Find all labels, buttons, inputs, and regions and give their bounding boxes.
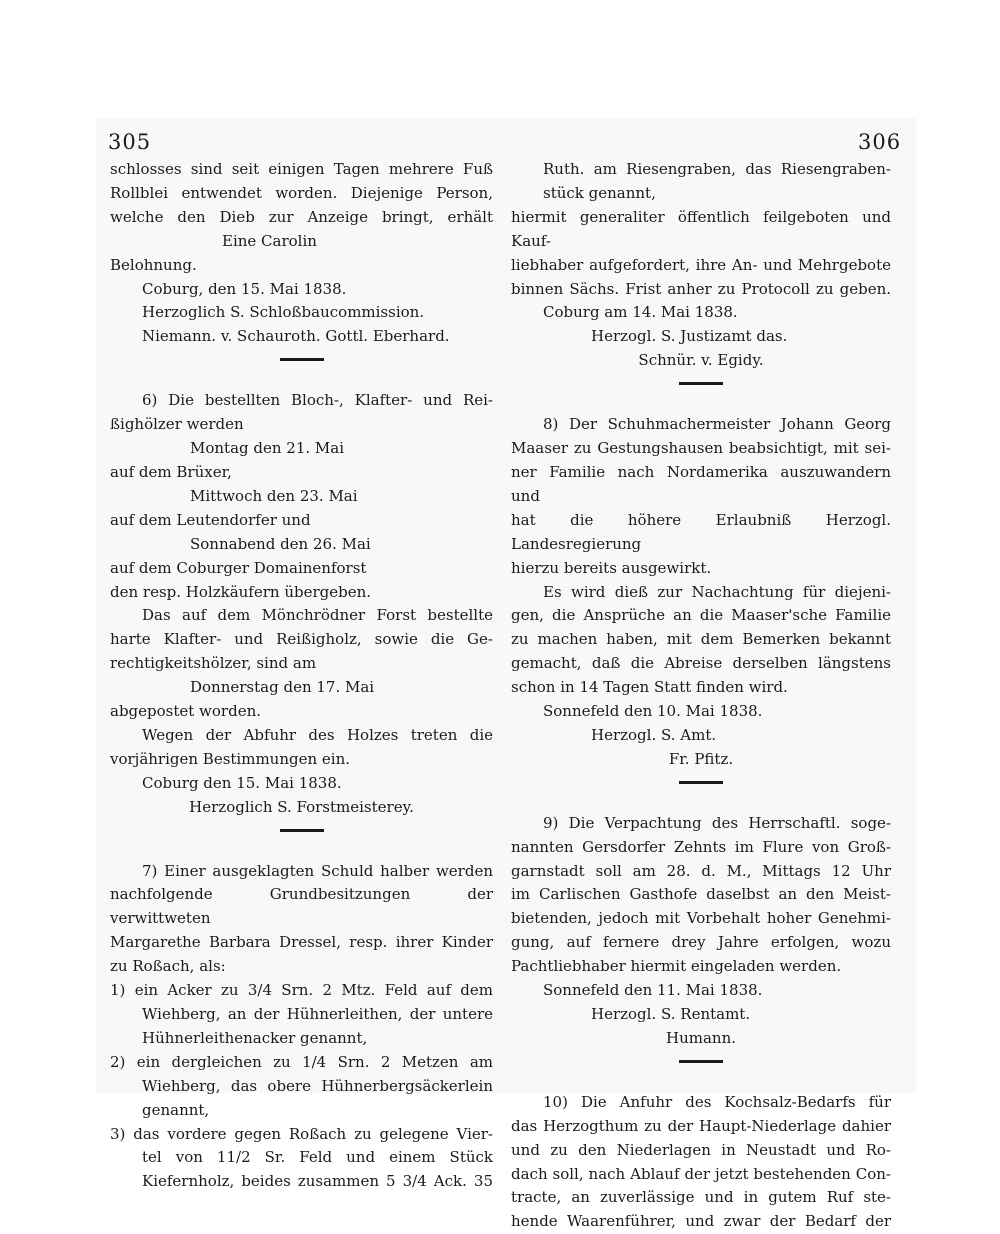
text-line: liebhaber aufgefordert, ihre An- und Mehrgebote <box>511 255 891 274</box>
text-line: Kiefernholz, beides zusammen 5 3/4 Ack. 35 <box>142 1172 493 1191</box>
text-line: Es wird dieß zur Nachachtung für diejeni- <box>543 582 891 601</box>
text-line: auf dem Brüxer, <box>110 462 232 481</box>
text-line: Maaser zu Gestungshausen beabsichtigt, mit sei- <box>511 439 891 458</box>
text-line: 10) Die Anfuhr des Kochsalz-Bedarfs für <box>543 1092 891 1111</box>
text-line: Wiehberg, an der Hühnerleithen, der untere <box>142 1005 493 1023</box>
text-line: Margarethe Barbara Dressel, resp. ihrer Kinder <box>110 933 493 952</box>
text-line: Herzogl. S. Amt. <box>591 725 717 744</box>
left-column <box>110 158 493 1194</box>
text-line: ner Familie nach Nordamerika auszuwandern und <box>511 462 891 505</box>
text-line: bietenden, jedoch mit Vorbehalt hoher Genehmi- <box>511 909 891 928</box>
text-line: Sonnabend den 26. Mai <box>190 534 371 553</box>
text-line: Wegen der Abfuhr des Holzes treten die <box>142 725 493 744</box>
text-line: Herzoglich S. Forstmeisterey. <box>189 797 414 816</box>
text-line: im Carlischen Gasthofe daselbst an den Meist- <box>511 885 891 904</box>
text-line: Sonnefeld den 10. Mai 1838. <box>543 702 763 721</box>
text-line: dach soll, nach Ablauf der jetzt bestehenden Con- <box>511 1164 891 1183</box>
text-line: binnen Sächs. Frist anher zu Protocoll zu geben. <box>511 279 891 298</box>
text-line: auf dem Coburger Domainenforst <box>110 558 367 577</box>
text-line: Humann. <box>666 1028 736 1047</box>
text-line: nachfolgende Grundbesitzungen der verwittweten <box>110 885 493 928</box>
notice-7 <box>110 860 493 1195</box>
text-line: tracte, an zuverlässige und in gutem Ruf ste- <box>511 1188 891 1207</box>
text-line: 1) ein Acker zu 3/4 Srn. 2 Mtz. Feld auf dem <box>110 981 493 1000</box>
text-line: Herzogl. S. Rentamt. <box>591 1005 751 1023</box>
text-line: vorjährigen Bestimmungen ein. <box>110 749 351 768</box>
notice-authority: Herzoglich S. Schloßbaucommission. <box>142 303 425 322</box>
text-line: Schnür. v. Egidy. <box>638 351 764 370</box>
text-line: Pachtliebhaber hiermit eingeladen werden. <box>511 957 842 976</box>
text-line: gemacht, daß die Abreise derselben längstens <box>511 654 891 673</box>
text-line: 8) Der Schuhmachermeister Johann Georg <box>543 415 891 434</box>
text-line: Wiehberg, das obere Hühnerbergsäckerlein <box>142 1076 493 1095</box>
text-line: Das auf dem Mönchrödner Forst bestellte <box>142 606 493 625</box>
text-line: rechtigkeitshölzer, sind am <box>110 654 317 673</box>
text-line: Hühnerleithenacker genannt, <box>142 1028 368 1047</box>
page-number-left: 305 <box>108 130 152 154</box>
text-line: hierzu bereits ausgewirkt. <box>511 558 712 577</box>
text-line: Herzogl. S. Justizamt das. <box>591 327 788 346</box>
text-line: Ruth. am Riesengraben, das Riesengraben- <box>543 160 891 178</box>
text-line: schon in 14 Tagen Statt finden wird. <box>511 678 788 697</box>
text-line: zu Roßach, als: <box>110 957 226 976</box>
text-line: Sonnefeld den 11. Mai 1838. <box>543 981 763 1000</box>
page-number-right: 306 <box>858 130 902 154</box>
text-line: Fr. Pfitz. <box>668 749 734 768</box>
text-line: hiermit generaliter öffentlich feilgeboten und Kauf- <box>511 207 891 250</box>
notice-date: Coburg, den 15. Mai 1838. <box>142 279 347 298</box>
text-line: zu machen haben, mit dem Bemerken bekannt <box>511 630 891 649</box>
reward-line: Eine Carolin <box>222 231 317 250</box>
text-line: Rollblei entwendet worden. Diejenige Person, <box>110 183 493 202</box>
text-line: welche den Dieb zur Anzeige bringt, erhält <box>110 207 493 226</box>
text-line: abgepostet worden. <box>110 702 262 721</box>
text-line: Belohnung. <box>110 255 197 274</box>
section-divider <box>280 829 324 832</box>
text-line: gen, die Ansprüche an die Maaser'sche Familie <box>511 606 891 625</box>
text-line: das Herzogthum zu der Haupt-Niederlage dahier <box>511 1116 891 1135</box>
text-line: hat die höhere Erlaubniß Herzogl. Landesregierung <box>511 510 891 553</box>
text-line: nannten Gersdorfer Zehnts im Flure von Groß- <box>511 837 891 856</box>
text-line: 2) ein dergleichen zu 1/4 Srn. 2 Metzen am <box>110 1052 493 1071</box>
text-line: genannt, <box>142 1100 210 1119</box>
text-line: und zu den Niederlagen in Neustadt und Ro- <box>511 1140 891 1159</box>
text-line: stück genannt, <box>543 183 656 202</box>
notice-6 <box>110 389 493 819</box>
text-line: hende Waarenführer, und zwar der Bedarf der <box>511 1212 891 1231</box>
text-line: den resp. Holzkäufern übergeben. <box>110 582 372 601</box>
text-line: gung, auf fernere drey Jahre erfolgen, wozu <box>511 933 891 952</box>
text-line: 3) das vordere gegen Roßach zu gelegene Vier- <box>110 1124 493 1143</box>
text-line: Donnerstag den 17. Mai <box>190 678 375 697</box>
text-line: 6) Die bestellten Bloch-, Klafter- und Rei- <box>142 391 493 410</box>
section-divider <box>679 1060 723 1063</box>
text-line: ßighölzer werden <box>110 415 244 434</box>
section-divider <box>280 358 324 361</box>
section-divider <box>679 781 723 784</box>
text-line: tel von 11/2 Sr. Feld und einem Stück <box>142 1148 493 1167</box>
text-line: harte Klafter- und Reißigholz, sowie die Ge- <box>110 630 493 649</box>
text-line: Coburg am 14. Mai 1838. <box>543 303 738 322</box>
text-line: Coburg den 15. Mai 1838. <box>142 773 342 792</box>
section-divider <box>679 382 723 385</box>
notice-9 <box>511 812 891 1051</box>
text-line: auf dem Leutendorfer und <box>110 510 311 529</box>
notice-signatures: Niemann. v. Schauroth. Gottl. Eberhard. <box>142 327 450 346</box>
notice-10 <box>511 1091 891 1234</box>
text-line: 7) Einer ausgeklagten Schuld halber werden <box>142 861 493 880</box>
text-line: 9) Die Verpachtung des Herrschaftl. soge- <box>543 813 891 832</box>
text-line: garnstadt soll am 28. d. M., Mittags 12 Uhr <box>511 861 891 880</box>
text-line: Montag den 21. Mai <box>190 439 345 458</box>
text-line: schlosses sind seit einigen Tagen mehrere Fuß <box>110 160 493 178</box>
text-line: Mittwoch den 23. Mai <box>190 486 358 505</box>
right-column <box>511 158 891 1234</box>
notice-8 <box>511 413 891 772</box>
notice-7-continued <box>511 158 891 373</box>
notice-lead-theft <box>110 158 493 349</box>
